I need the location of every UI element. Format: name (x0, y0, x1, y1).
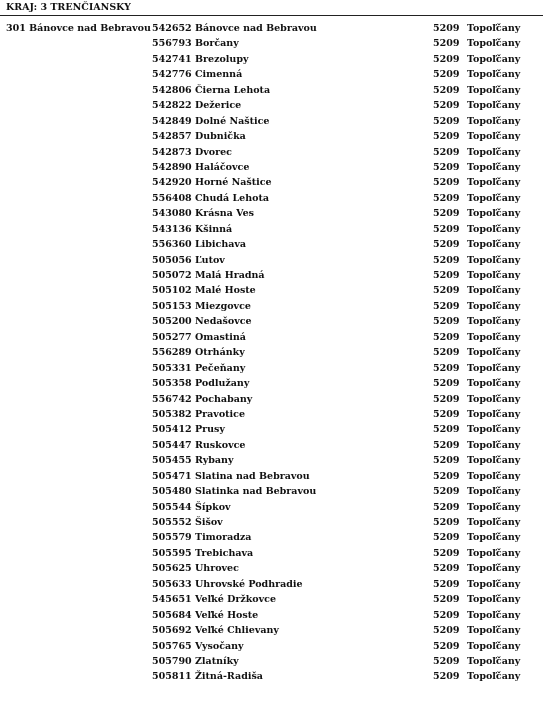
municipality-code: 505056 (152, 254, 192, 266)
table-row (0, 255, 543, 270)
municipality-name: Uhrovec (195, 563, 239, 575)
municipality-code: 545651 (152, 594, 192, 606)
okres-name: Topoľčany (467, 23, 521, 34)
municipality-name: Vysočany (195, 640, 244, 652)
okres-name: Topoľčany (467, 161, 521, 173)
municipality-name: Uhrovské Podhradie (195, 578, 303, 590)
municipality-name: Šišov (195, 517, 223, 528)
municipality-name: Dolné Naštice (195, 115, 270, 127)
municipality-name: Pravotice (195, 408, 245, 420)
okres-code: 5209 (433, 671, 460, 683)
municipality-name: Timoradza (195, 532, 252, 544)
okres-code: 5209 (433, 393, 460, 405)
municipality-name: Libichava (195, 239, 247, 251)
municipality-name: Čierna Lehota (195, 84, 271, 96)
okres-name: Topoľčany (467, 424, 521, 436)
okres-code: 5209 (433, 563, 460, 575)
municipality-table (0, 23, 543, 687)
table-row (0, 23, 543, 38)
table-row (0, 239, 543, 254)
table-row (0, 301, 543, 316)
table-row (0, 177, 543, 192)
okres-name: Topoľčany (467, 470, 521, 482)
okres-name: Topoľčany (467, 594, 521, 606)
municipality-name: Bánovce nad Bebravou (195, 23, 317, 34)
table-row (0, 378, 543, 393)
table-row (0, 563, 543, 578)
municipality-name: Chudá Lehota (195, 192, 269, 204)
municipality-code: 505544 (152, 501, 192, 513)
municipality-name: Veľké Hoste (195, 609, 259, 621)
municipality-name: Pečeňany (195, 362, 246, 374)
okres-code: 5209 (433, 655, 460, 667)
okres-code: 5209 (433, 146, 460, 158)
okres-code: 5209 (433, 115, 460, 127)
municipality-name: Haláčovce (195, 161, 250, 173)
municipality-name: Malá Hradná (195, 270, 265, 281)
table-row (0, 455, 543, 470)
table-row (0, 671, 543, 686)
table-row (0, 424, 543, 439)
okres-code: 5209 (433, 362, 460, 374)
okres-name: Topoľčany (467, 501, 521, 513)
okres-code: 5209 (433, 547, 460, 559)
okres-code: 5209 (433, 285, 460, 297)
okres-name: Topoľčany (467, 223, 521, 235)
municipality-code: 556408 (152, 192, 192, 204)
municipality-code: 556742 (152, 393, 192, 405)
municipality-code: 556289 (152, 347, 192, 359)
okres-code: 5209 (433, 439, 460, 451)
okres-code: 5209 (433, 625, 460, 637)
okres-name: Topoľčany (467, 347, 521, 359)
municipality-code: 505471 (152, 470, 192, 482)
district-label: 301 Bánovce nad Bebravou (6, 23, 151, 34)
municipality-name: Ľutov (195, 254, 225, 266)
okres-name: Topoľčany (467, 38, 521, 50)
municipality-code: 505277 (152, 331, 192, 343)
municipality-name: Rybany (195, 455, 234, 467)
table-row (0, 316, 543, 331)
okres-code: 5209 (433, 640, 460, 652)
municipality-name: Dubnička (195, 131, 246, 143)
okres-name: Topoľčany (467, 131, 521, 143)
municipality-code: 505579 (152, 532, 192, 544)
okres-code: 5209 (433, 254, 460, 266)
page-title: KRAJ: 3 TRENČIANSKY (6, 2, 131, 13)
okres-name: Topoľčany (467, 270, 521, 281)
okres-code: 5209 (433, 84, 460, 96)
municipality-name: Nedašovce (195, 316, 252, 328)
okres-code: 5209 (433, 239, 460, 251)
municipality-code: 505811 (152, 671, 192, 683)
municipality-code: 505552 (152, 517, 192, 528)
municipality-code: 543136 (152, 223, 192, 235)
municipality-code: 505790 (152, 655, 192, 667)
table-row (0, 162, 543, 177)
okres-name: Topoľčany (467, 115, 521, 127)
municipality-name: Dežerice (195, 100, 242, 112)
okres-name: Topoľčany (467, 177, 521, 189)
okres-code: 5209 (433, 38, 460, 50)
municipality-name: Kšinná (195, 223, 233, 235)
okres-name: Topoľčany (467, 300, 521, 312)
municipality-code: 542890 (152, 161, 192, 173)
table-row (0, 116, 543, 131)
municipality-code: 505358 (152, 378, 192, 390)
okres-name: Topoľčany (467, 254, 521, 266)
municipality-code: 505072 (152, 270, 192, 281)
table-row (0, 625, 543, 640)
table-row (0, 208, 543, 223)
okres-code: 5209 (433, 331, 460, 343)
okres-name: Topoľčany (467, 640, 521, 652)
okres-name: Topoľčany (467, 408, 521, 420)
okres-code: 5209 (433, 501, 460, 513)
okres-name: Topoľčany (467, 486, 521, 498)
okres-code: 5209 (433, 69, 460, 81)
municipality-code: 505625 (152, 563, 192, 575)
municipality-name: Podlužany (195, 378, 250, 390)
okres-code: 5209 (433, 223, 460, 235)
table-row (0, 440, 543, 455)
municipality-code: 556360 (152, 239, 192, 251)
okres-name: Topoľčany (467, 331, 521, 343)
header-divider (0, 15, 543, 16)
okres-name: Topoľčany (467, 100, 521, 112)
table-row (0, 579, 543, 594)
table-row (0, 54, 543, 69)
okres-name: Topoľčany (467, 192, 521, 204)
municipality-name: Miezgovce (195, 300, 251, 312)
table-row (0, 332, 543, 347)
municipality-code: 505633 (152, 578, 192, 590)
municipality-code: 505153 (152, 300, 192, 312)
okres-name: Topoľčany (467, 69, 521, 81)
table-row (0, 100, 543, 115)
municipality-name: Žitná-Radiša (195, 671, 263, 683)
okres-name: Topoľčany (467, 609, 521, 621)
municipality-code: 542873 (152, 146, 192, 158)
municipality-name: Dvorec (195, 146, 232, 158)
municipality-name: Veľké Držkovce (195, 594, 276, 606)
okres-name: Topoľčany (467, 625, 521, 637)
municipality-name: Zlatníky (195, 655, 239, 667)
municipality-code: 505765 (152, 640, 192, 652)
okres-name: Topoľčany (467, 362, 521, 374)
municipality-code: 505595 (152, 547, 192, 559)
okres-code: 5209 (433, 177, 460, 189)
municipality-code: 505480 (152, 486, 192, 498)
municipality-code: 542857 (152, 131, 192, 143)
table-row (0, 147, 543, 162)
municipality-code: 556793 (152, 38, 192, 50)
table-row (0, 270, 543, 285)
municipality-code: 542652 (152, 23, 192, 34)
table-row (0, 285, 543, 300)
table-row (0, 409, 543, 424)
municipality-name: Brezolupy (195, 53, 249, 65)
okres-code: 5209 (433, 131, 460, 143)
municipality-code: 505684 (152, 609, 192, 621)
municipality-name: Slatina nad Bebravou (195, 470, 310, 482)
okres-name: Topoľčany (467, 285, 521, 297)
okres-code: 5209 (433, 594, 460, 606)
municipality-code: 542741 (152, 53, 192, 65)
table-row (0, 641, 543, 656)
okres-name: Topoľčany (467, 517, 521, 528)
table-row (0, 394, 543, 409)
okres-code: 5209 (433, 300, 460, 312)
okres-code: 5209 (433, 192, 460, 204)
okres-code: 5209 (433, 408, 460, 420)
okres-code: 5209 (433, 486, 460, 498)
okres-code: 5209 (433, 161, 460, 173)
table-row (0, 502, 543, 517)
table-row (0, 656, 543, 671)
table-row (0, 347, 543, 362)
table-row (0, 193, 543, 208)
okres-code: 5209 (433, 578, 460, 590)
municipality-name: Ruskovce (195, 439, 246, 451)
municipality-name: Prusy (195, 424, 225, 436)
okres-code: 5209 (433, 23, 460, 34)
municipality-code: 543080 (152, 208, 192, 220)
table-row (0, 471, 543, 486)
municipality-name: Slatinka nad Bebravou (195, 486, 317, 498)
okres-name: Topoľčany (467, 393, 521, 405)
municipality-name: Borčany (195, 38, 239, 50)
municipality-code: 505412 (152, 424, 192, 436)
table-row (0, 224, 543, 239)
okres-name: Topoľčany (467, 671, 521, 683)
table-row (0, 85, 543, 100)
okres-code: 5209 (433, 532, 460, 544)
municipality-code: 505102 (152, 285, 192, 297)
municipality-name: Otrhánky (195, 347, 245, 359)
municipality-code: 505382 (152, 408, 192, 420)
okres-code: 5209 (433, 609, 460, 621)
table-row (0, 548, 543, 563)
okres-name: Topoľčany (467, 378, 521, 390)
okres-code: 5209 (433, 208, 460, 220)
municipality-name: Omastiná (195, 331, 246, 343)
okres-code: 5209 (433, 100, 460, 112)
okres-code: 5209 (433, 270, 460, 281)
municipality-name: Pochabany (195, 393, 253, 405)
okres-name: Topoľčany (467, 532, 521, 544)
okres-name: Topoľčany (467, 563, 521, 575)
municipality-name: Šípkov (195, 501, 231, 513)
municipality-code: 542776 (152, 69, 192, 81)
okres-name: Topoľčany (467, 84, 521, 96)
municipality-code: 542822 (152, 100, 192, 112)
okres-name: Topoľčany (467, 455, 521, 467)
municipality-code: 505331 (152, 362, 192, 374)
municipality-code: 505447 (152, 439, 192, 451)
table-row (0, 363, 543, 378)
municipality-code: 505455 (152, 455, 192, 467)
okres-name: Topoľčany (467, 439, 521, 451)
okres-name: Topoľčany (467, 239, 521, 251)
okres-name: Topoľčany (467, 578, 521, 590)
municipality-code: 542806 (152, 84, 192, 96)
okres-code: 5209 (433, 517, 460, 528)
okres-code: 5209 (433, 455, 460, 467)
okres-name: Topoľčany (467, 316, 521, 328)
okres-code: 5209 (433, 53, 460, 65)
table-row (0, 517, 543, 532)
okres-code: 5209 (433, 424, 460, 436)
table-row (0, 69, 543, 84)
municipality-name: Veľké Chlievany (195, 625, 279, 637)
okres-name: Topoľčany (467, 146, 521, 158)
okres-code: 5209 (433, 316, 460, 328)
okres-code: 5209 (433, 470, 460, 482)
municipality-name: Malé Hoste (195, 285, 256, 297)
municipality-name: Trebichava (195, 547, 254, 559)
municipality-name: Cimenná (195, 69, 243, 81)
table-row (0, 131, 543, 146)
municipality-code: 542849 (152, 115, 192, 127)
okres-name: Topoľčany (467, 208, 521, 220)
municipality-code: 505200 (152, 316, 192, 328)
okres-code: 5209 (433, 347, 460, 359)
okres-name: Topoľčany (467, 655, 521, 667)
municipality-name: Krásna Ves (195, 208, 255, 220)
municipality-code: 505692 (152, 625, 192, 637)
municipality-name: Horné Naštice (195, 177, 272, 189)
okres-name: Topoľčany (467, 53, 521, 65)
table-row (0, 594, 543, 609)
table-row (0, 486, 543, 501)
table-row (0, 610, 543, 625)
table-row (0, 38, 543, 53)
municipality-code: 542920 (152, 177, 192, 189)
okres-code: 5209 (433, 378, 460, 390)
table-row (0, 532, 543, 547)
okres-name: Topoľčany (467, 547, 521, 559)
